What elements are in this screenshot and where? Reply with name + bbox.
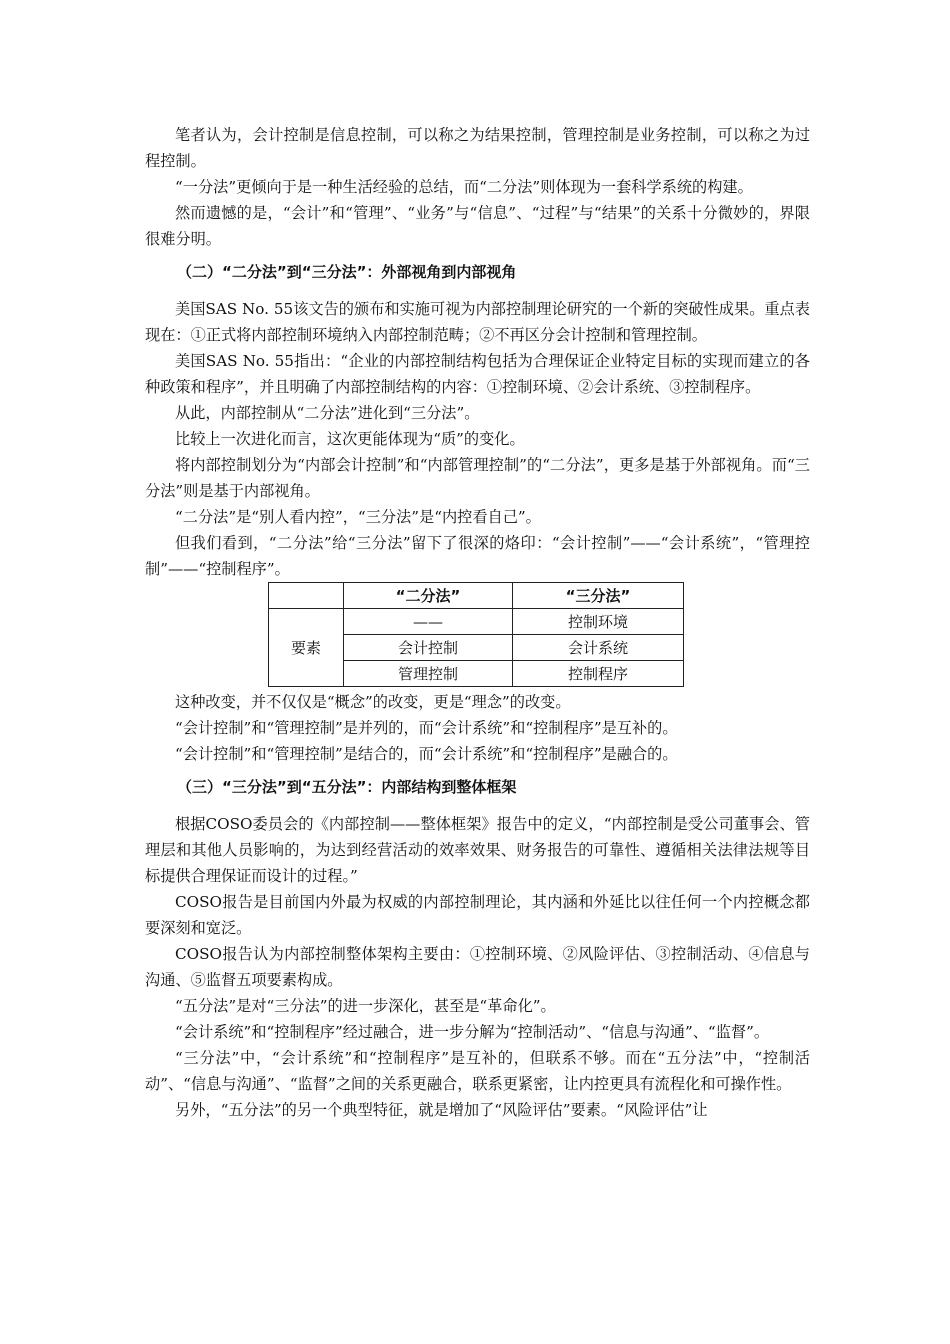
- table-cell: ——: [344, 609, 513, 635]
- section-heading: （二）“二分法”到“三分法”：外部视角到内部视角: [177, 263, 517, 281]
- paragraph: 将内部控制划分为“内部会计控制”和“内部管理控制”的“二分法”，更多是基于外部视角。而“三分法”则是基于内部视角。: [145, 456, 810, 500]
- table-header-row: [269, 583, 684, 609]
- paragraph: 比较上一次进化而言，这次更能体现为“质”的变化。: [175, 430, 525, 448]
- paragraph: “五分法”是对“三分法”的进一步深化，甚至是“革命化”。: [175, 997, 556, 1015]
- paragraph: “会计控制”和“管理控制”是并列的，而“会计系统”和“控制程序”是互补的。: [175, 719, 678, 737]
- paragraph: 笔者认为，会计控制是信息控制，可以称之为结果控制，管理控制是业务控制，可以称之为过程控制。: [145, 126, 810, 170]
- table-cell: 控制环境: [513, 609, 684, 635]
- section-heading: （三）“三分法”到“五分法”：内部结构到整体框架: [177, 778, 517, 796]
- paragraph: 然而遗憾的是，“会计”和“管理”、“业务”与“信息”、“过程”与“结果”的关系十分微妙的，界限很难分明。: [145, 204, 810, 248]
- paragraph: 另外，“五分法”的另一个典型特征，就是增加了“风险评估”要素。“风险评估”让: [175, 1101, 708, 1119]
- comparison-table: [268, 582, 684, 687]
- paragraph: “会计系统”和“控制程序”经过融合，进一步分解为“控制活动”、“信息与沟通”、“监督”。: [175, 1023, 770, 1041]
- table-cell: 会计系统: [513, 635, 684, 661]
- table-cell: 会计控制: [344, 635, 513, 661]
- table-row: [269, 609, 684, 635]
- table-header-cell: “三分法”: [513, 583, 684, 609]
- document-page: [145, 122, 810, 1123]
- paragraph: COSO报告是目前国内外最为权威的内部控制理论，其内涵和外延比以往任何一个内控概念都要深刻和宽泛。: [145, 893, 810, 937]
- paragraph: 根据COSO委员会的《内部控制——整体框架》报告中的定义，“内部控制是受公司董事会、管理层和其他人员影响的，为达到经营活动的效率效果、财务报告的可靠性、遵循相关法律法规等目标提供合理保证而设计的过程。”: [145, 815, 810, 885]
- paragraph: 从此，内部控制从“二分法”进化到“三分法”。: [175, 404, 480, 422]
- paragraph: “二分法”是“别人看内控”，“三分法”是“内控看自己”。: [175, 508, 541, 526]
- paragraph: 这种改变，并不仅仅是“概念”的改变，更是“理念”的改变。: [175, 693, 571, 711]
- paragraph: 美国SAS No. 55该文告的颁布和实施可视为内部控制理论研究的一个新的突破性成果。重点表现在：①正式将内部控制环境纳入内部控制范畴；②不再区分会计控制和管理控制。: [145, 300, 810, 344]
- paragraph: 美国SAS No. 55指出：“企业的内部控制结构包括为合理保证企业特定目标的实现而建立的各种政策和程序”，并且明确了内部控制结构的内容：①控制环境、②会计系统、③控制程序。: [145, 352, 810, 396]
- paragraph: “三分法”中，“会计系统”和“控制程序”是互补的，但联系不够。而在“五分法”中，“控制活动”、“信息与沟通”、“监督”之间的关系更融合，联系更紧密，让内控更具有流程化和可操作性。: [145, 1049, 810, 1093]
- table-cell: 管理控制: [344, 661, 513, 687]
- paragraph: “一分法”更倾向于是一种生活经验的总结，而“二分法”则体现为一套科学系统的构建。: [175, 178, 753, 196]
- paragraph: 但我们看到，“二分法”给“三分法”留下了很深的烙印：“会计控制”——“会计系统”，“管理控制”——“控制程序”。: [145, 534, 810, 578]
- paragraph: “会计控制”和“管理控制”是结合的，而“会计系统”和“控制程序”是融合的。: [175, 745, 678, 763]
- table-header-cell: [269, 583, 344, 609]
- table-header-cell: “二分法”: [344, 583, 513, 609]
- paragraph: COSO报告认为内部控制整体架构主要由：①控制环境、②风险评估、③控制活动、④信息与沟通、⑤监督五项要素构成。: [145, 945, 810, 989]
- table-cell: 控制程序: [513, 661, 684, 687]
- table-row-label: 要素: [269, 609, 344, 687]
